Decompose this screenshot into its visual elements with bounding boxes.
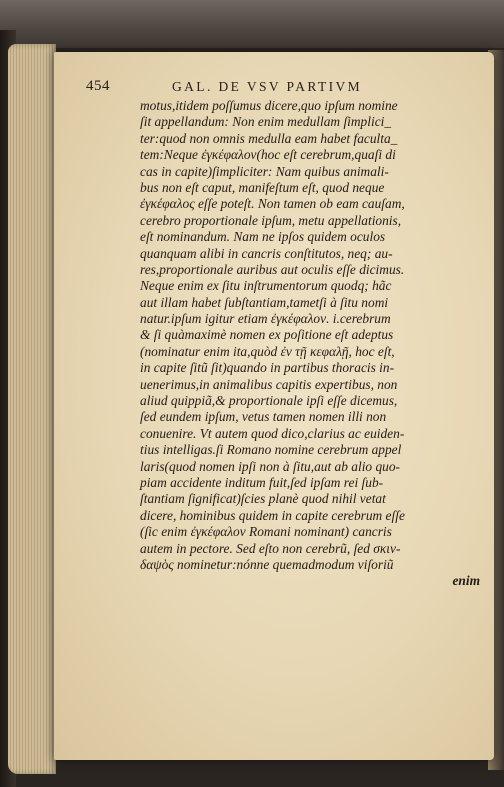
text-line: (ſic enim ἐγκέφαλον Romani nominant) cancris xyxy=(140,524,392,540)
catchword: enim xyxy=(452,573,480,589)
text-line: δαψὸς nominetur:nónne quemadmodum viſoriũ xyxy=(140,556,394,572)
text-line: & ſi quàmaximè nomen ex poſitione eſt adeptus xyxy=(140,327,394,343)
book-cover-board xyxy=(0,0,504,48)
text-line: tem:Neque ἐγκέφαλον(hoc eſt cerebrum,quaſi di xyxy=(140,147,396,163)
page-number: 454 xyxy=(86,78,110,94)
text-line: cerebro proportionale ipſum, metu appellationis, xyxy=(140,212,402,228)
text-line: eſt nominandum. Nam ne ipſos quidem oculos xyxy=(140,229,386,245)
text-line: (nominatur enim ita,quòd ἐν τῇ κεφαλῇ, hoc eſt, xyxy=(140,343,395,359)
page-header xyxy=(86,78,486,100)
text-line: dicere, hominibus quidem in capite cerebrum eſſe xyxy=(140,507,405,523)
text-line: res,proportionale auribus aut oculis eſſe dicimus. xyxy=(140,261,405,277)
text-line: laris(quod nomen ipſi non à ſitu,aut ab alio quo- xyxy=(140,458,400,474)
text-line: tius intelligas.ſi Romano nomine cerebrum appel xyxy=(140,442,402,458)
text-line: motus,itidem poſſumus dicere,quo ipſum nomine xyxy=(140,98,398,113)
text-block xyxy=(140,98,490,590)
text-line: ſit appellandum: Non enim medullam ſimplici_ xyxy=(140,114,392,130)
text-line: cas in capite)ſimpliciter: Nam quibus animali- xyxy=(140,163,389,179)
text-line: uenerimus,in animalibus capitis expertibus, non xyxy=(140,376,398,392)
text-line: quanquam alibi in cancris conſtitutos, neq; au- xyxy=(140,245,393,261)
text-line: aut illam habet ſubſtantiam,tametſi à ſitu nomi xyxy=(140,294,389,310)
text-line: Neque enim ex ſitu inſtrumentorum quodq; hãc xyxy=(140,278,392,294)
text-line: autem in pectore. Sed eſto non cerebrũ, ſed σκιν- xyxy=(140,540,401,556)
text-line: aliud quippiã,& proportionale ipſi eſſe dicemus, xyxy=(140,393,398,409)
text-line: conuenire. Vt autem quod dico,clarius ac euiden- xyxy=(140,425,405,441)
text-line: ἐγκέφαλος eſſe poteſt. Non tamen ob eam cauſam, xyxy=(140,196,405,212)
text-line: ſed eundem ipſum, vetus tamen nomen illi non xyxy=(140,409,387,425)
text-line: piam accidente inditum fuit,ſed ipſam rei ſub- xyxy=(140,474,384,490)
running-head: GAL. DE VSV PARTIVM xyxy=(172,79,363,94)
text-line: natur.ipſum igitur etiam ἐγκέφαλον. i.cerebrum xyxy=(140,311,391,327)
text-line: ter:quod non omnis medulla eam habet faculta_ xyxy=(140,130,398,146)
page-edges xyxy=(8,44,56,774)
text-line: ſtantiam ſignificat)ſcies planè quod nihil vetat xyxy=(140,491,386,507)
text-line: in capite ſitũ ſit)quando in partibus thoracis in- xyxy=(140,360,395,376)
text-line: bus non eſt caput, manifeſtum eſt, quod neque xyxy=(140,179,385,195)
